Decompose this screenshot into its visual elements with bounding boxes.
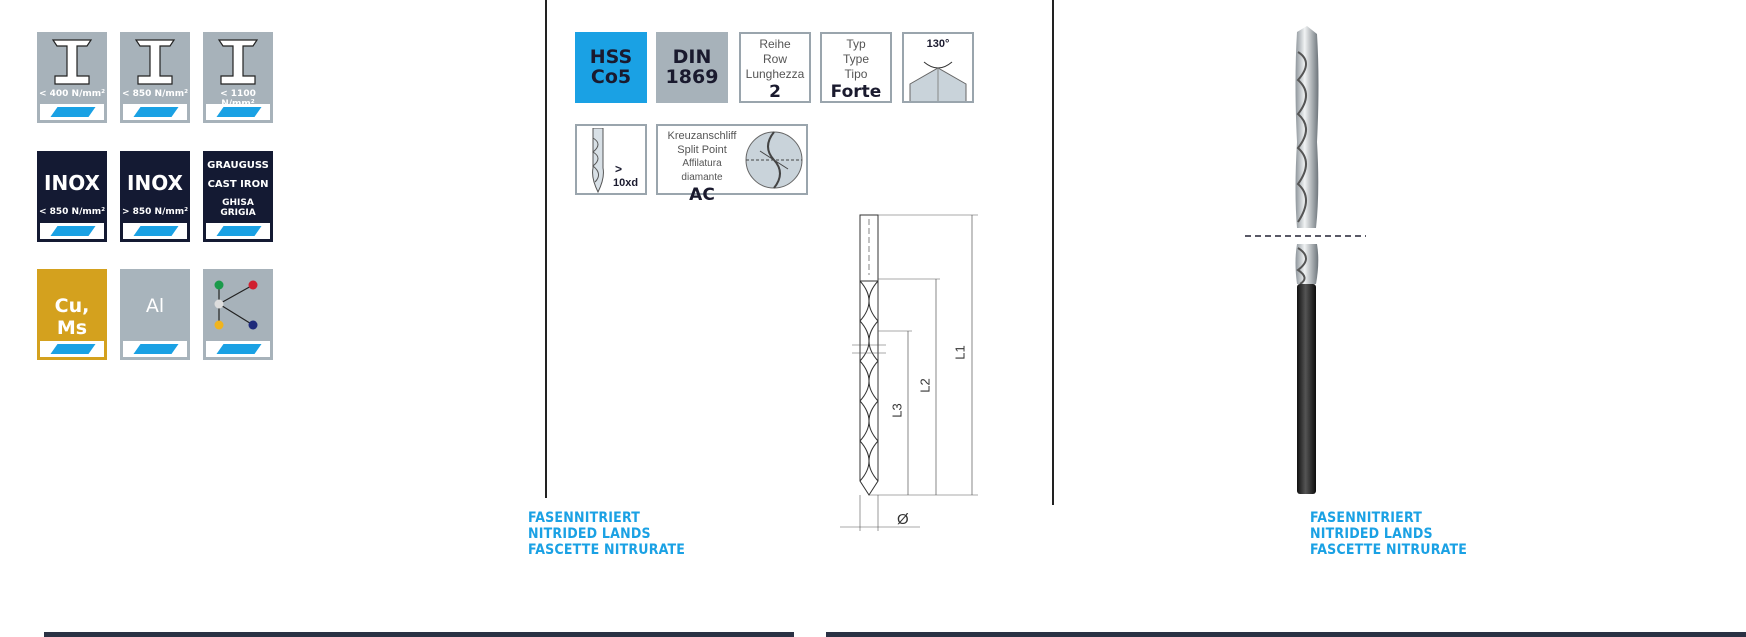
- badge-line: 1869: [665, 66, 719, 88]
- usage-indicator: [123, 104, 187, 120]
- dimension-l2: L2: [917, 378, 933, 393]
- i-beam-icon: [120, 34, 190, 92]
- molecule-icon: [203, 269, 273, 339]
- badge-text: Affilatura diamante: [681, 158, 723, 183]
- i-beam-icon: [203, 34, 273, 92]
- length-series-badge: [739, 32, 811, 103]
- material-aluminium: [120, 269, 190, 360]
- split-point-icon: [742, 127, 806, 193]
- material-steel-1100: [203, 32, 273, 123]
- material-line: GRAUGUSS: [207, 160, 269, 171]
- badge-text: Row: [762, 52, 787, 66]
- badge-value: 2: [769, 82, 781, 102]
- drill-technical-drawing: [830, 205, 990, 545]
- material-badge-hss: [575, 32, 647, 103]
- material-steel-400: [37, 32, 107, 123]
- material-composite: [203, 269, 273, 360]
- material-line: GHISA GRIGIA: [220, 198, 256, 218]
- material-inox-over-850: [120, 151, 190, 242]
- material-title: Cu, Ms: [54, 295, 90, 339]
- usage-indicator: [206, 341, 270, 357]
- material-inox-850: [37, 151, 107, 242]
- material-label: < 850 N/mm²: [38, 207, 106, 217]
- usage-indicator: [206, 104, 270, 120]
- type-badge: [820, 32, 892, 103]
- nitrided-note-right: [1310, 510, 1467, 558]
- dimension-l1: L1: [952, 345, 968, 360]
- badge-text: Lunghezza: [745, 67, 805, 81]
- material-line: CAST IRON: [207, 179, 269, 190]
- badge-line: Co5: [590, 66, 632, 88]
- split-point-badge: [656, 124, 808, 205]
- dimension-l3: L3: [889, 403, 905, 418]
- material-steel-850: [120, 32, 190, 123]
- material-label: > 850 N/mm²: [121, 207, 189, 217]
- nitrided-note-left: [528, 510, 685, 558]
- badge-text: Kreuzanschliff: [667, 130, 737, 142]
- material-cast-iron: [203, 151, 273, 242]
- material-label: < 850 N/mm²: [121, 89, 189, 99]
- usage-indicator: [40, 341, 104, 357]
- usage-indicator: [40, 104, 104, 120]
- note-line: FASENNITRIERT: [1310, 510, 1423, 526]
- badge-line: HSS: [589, 46, 633, 68]
- material-title: INOX: [44, 171, 100, 195]
- column-divider: [1052, 0, 1054, 505]
- usage-indicator: [40, 223, 104, 239]
- i-beam-icon: [37, 34, 107, 92]
- material-title: INOX: [127, 171, 183, 195]
- badge-line: DIN: [672, 46, 712, 68]
- badge-text: 130°: [926, 38, 950, 50]
- column-divider: [545, 0, 547, 498]
- usage-indicator: [123, 223, 187, 239]
- drill-tip-icon: [904, 50, 972, 102]
- material-title: Al: [145, 295, 165, 317]
- table-header-strip: [826, 632, 1746, 637]
- note-line: FASCETTE NITRURATE: [528, 542, 686, 558]
- badge-text: Reihe: [759, 37, 791, 51]
- material-label: < 1100: [220, 89, 256, 99]
- note-line: NITRIDED LANDS: [1310, 526, 1433, 542]
- note-line: NITRIDED LANDS: [528, 526, 651, 542]
- badge-text: Typ: [846, 37, 866, 51]
- badge-text: Type: [842, 52, 869, 66]
- drill-bit-icon: [583, 128, 613, 194]
- badge-text: Split Point: [677, 144, 727, 156]
- material-copper-brass: [37, 269, 107, 360]
- table-header-strip: [44, 632, 794, 637]
- note-line: FASCETTE NITRURATE: [1310, 542, 1468, 558]
- drill-photo: [1240, 22, 1380, 502]
- badge-value: AC: [689, 185, 715, 205]
- material-label: < 400 N/mm²: [38, 89, 106, 99]
- badge-value: 10xd: [613, 177, 639, 189]
- note-line: FASENNITRIERT: [528, 510, 641, 526]
- badge-value: Forte: [830, 82, 882, 102]
- usage-indicator: [123, 341, 187, 357]
- drilling-depth-badge: > 10xd: [575, 124, 647, 195]
- point-angle-badge: [902, 32, 974, 103]
- standard-badge-din: [656, 32, 728, 103]
- dimension-diameter: Ø: [897, 511, 909, 528]
- usage-indicator: [206, 223, 270, 239]
- badge-text: Tipo: [844, 67, 868, 81]
